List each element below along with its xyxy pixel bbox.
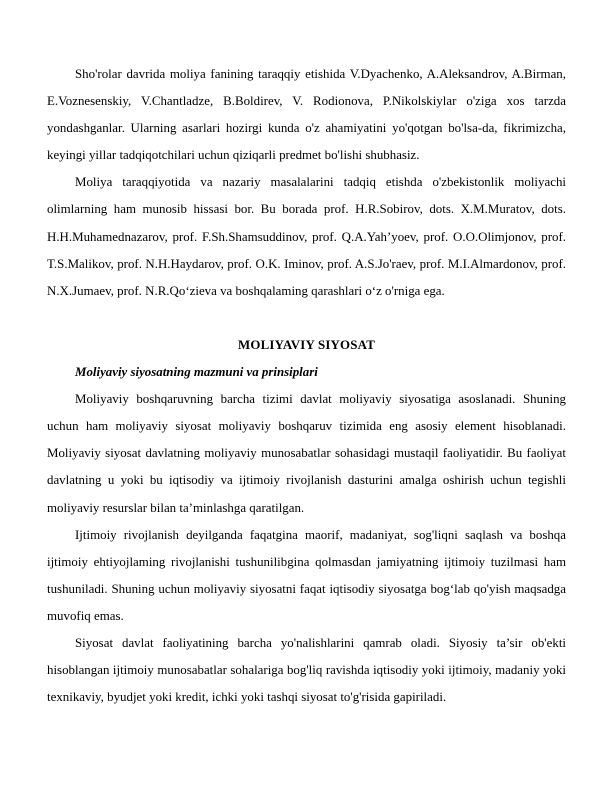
heading-spacer <box>47 305 566 332</box>
paragraph-soviet-era-finance-scholars: Sho'rolar davrida moliya fanining taraqqiy etishida V.Dyachenko, A.Aleksandrov, A.Birman, E.Voznesenskiy, V.Chantladze, B.Boldirev, V. Rodionova, P.Nikolskiylar o'ziga xos tarzda yondashganlar. Ularning asarlari hozirgi kunda o'z ahamiyatini yo'qotgan bo'lsa-da, fikrimizcha, keyingi yillar tadqiqotchilari uchun qiziqarli predmet bo'lishi shubhasiz. <box>47 67 566 163</box>
paragraph-social-development: Ijtimoiy rivojlanish deyilganda faqatgina maorif, madaniyat, sog'liqni saqlash va boshqa ijtimoiy ehtiyojlaming rivojlanishi tushunilibgina qolmasdan jamiyatning ijtimoiy tuzilmasi ham tushuniladi. Shuning uchun moliyaviy siyosatni faqat iqtisodiy siyosatga bog‘lab qo'yish maqsadga muvofiq emas. <box>47 527 566 623</box>
paragraph-uzbek-finance-scholars: Moliya taraqqiyotida va nazariy masalalarini tadqiq etishda o'zbekistonlik moliyachi olimlarning ham munosib hissasi bor. Bu borada prof. H.R.Sobirov, dots. X.M.Muratov, dots. H.H.Muhamednazarov, prof. F.Sh.Shamsuddinov, prof. Q.A.Yah’yoev, prof. O.O.Olimjonov, prof. T.S.Malikov, prof. N.H.Haydarov, prof. O.K. Iminov, prof. A.S.Jo'raev, prof. M.I.Almardonov, prof. N.X.Jumaev, prof. N.R.Qo‘zieva va boshqalaming qarashlari o‘z o'rniga ega. <box>47 175 566 298</box>
document-text-body <box>47 61 566 711</box>
paragraph-policy-scope: Siyosat davlat faoliyatining barcha yo'nalishlarini qamrab oladi. Siyosiy ta’sir ob'ekti hisoblangan ijtimoiy munosabatlar sohalariga bog'liq ravishda iqtisodiy yoki ijtimoiy, madaniy yoki texnikaviy, byudjet yoki kredit, ichki yoki tashqi siyosat to'g'risida gapiriladi. <box>47 635 566 705</box>
section-heading-moliyaviy-siyosat: MOLIYAVIY SIYOSAT <box>238 337 375 352</box>
section-subheading-mazmuni-va-prinsiplari: Moliyaviy siyosatning mazmuni va prinsiplari <box>75 365 318 380</box>
paragraph-financial-policy-definition: Moliyaviy boshqaruvning barcha tizimi davlat moliyaviy siyosatiga asoslanadi. Shuning uchun ham moliyaviy siyosat moliyaviy boshqaruv tizimida eng asosiy element hisoblanadi. Moliyaviy siyosat davlatning moliyaviy munosabatlar sohasidagi mustaqil faoliyatidir. Bu faoliyat davlatning u yoki bu iqtisodiy va ijtimoiy rivojlanish dasturini amalga oshirish uchun tegishli moliyaviy resurslar bilan ta’minlashga qaratilgan. <box>47 392 566 515</box>
